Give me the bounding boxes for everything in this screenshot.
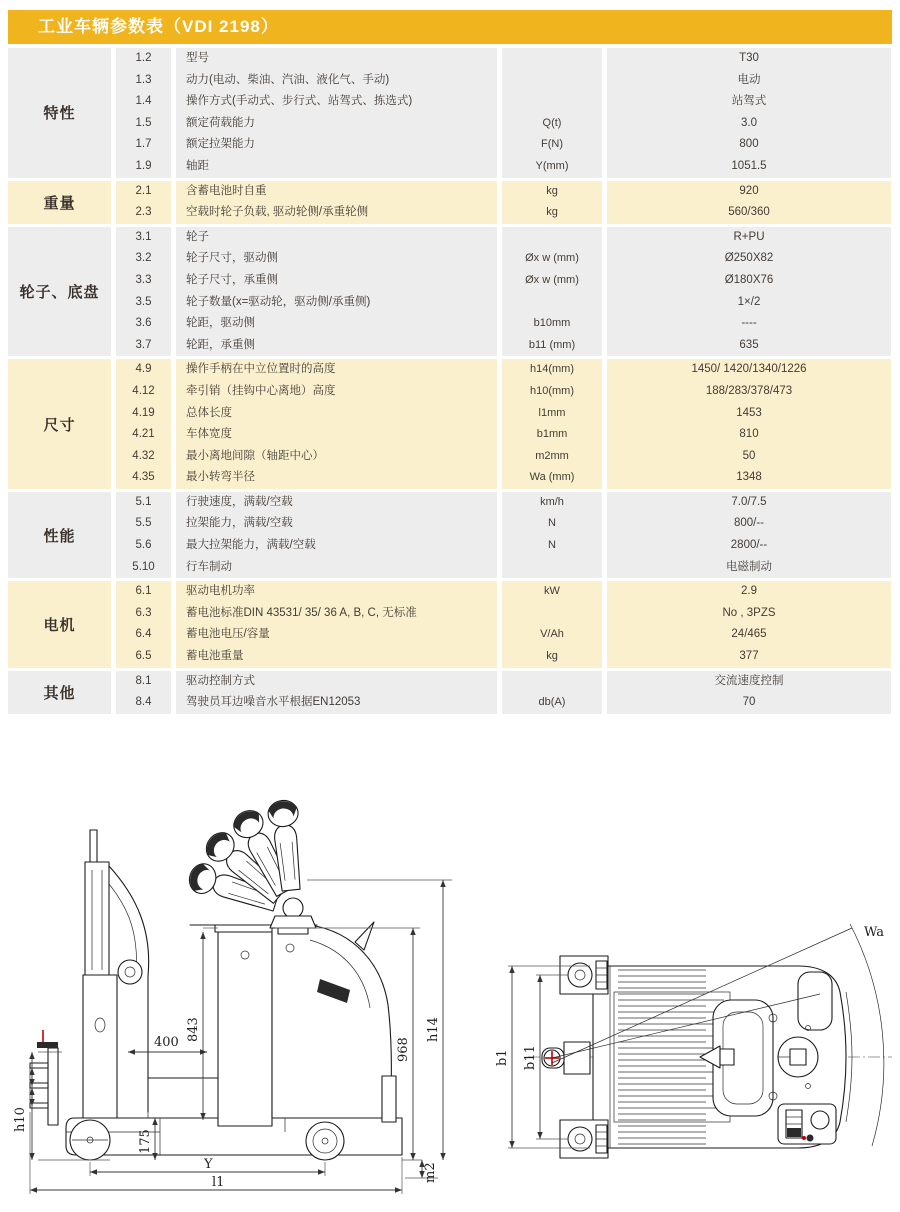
- spec-desc: 空载时轮子负载, 驱动轮侧/承重轮侧: [176, 202, 497, 224]
- dim-label-843: 843: [186, 1017, 201, 1042]
- page-title: 工业车辆参数表（VDI 2198）: [8, 10, 892, 44]
- spec-unit: kg: [502, 646, 602, 668]
- spec-section: [8, 581, 892, 667]
- spec-num: 6.4: [116, 624, 171, 646]
- dim-label-h10: h10: [13, 1107, 28, 1132]
- side-view-drawing: [10, 780, 465, 1210]
- spec-unit: Q(t): [502, 113, 602, 135]
- spec-value: R+PU: [607, 227, 891, 249]
- spec-table: [8, 48, 892, 717]
- dim-label-Y: Y: [204, 1157, 213, 1172]
- spec-value: 635: [607, 335, 891, 357]
- spec-num: 2.1: [116, 181, 171, 203]
- spec-desc: 驱动电机功率: [176, 581, 497, 603]
- spec-unit: kg: [502, 181, 602, 203]
- spec-unit: Øx w (mm): [502, 270, 602, 292]
- spec-value: 920: [607, 181, 891, 203]
- top-view-drawing: [468, 908, 900, 1160]
- dim-label-b11: b11: [523, 1045, 538, 1070]
- spec-value: 2800/--: [607, 535, 891, 557]
- spec-value: ----: [607, 313, 891, 335]
- dim-label-175: 175: [138, 1129, 153, 1154]
- spec-unit: h14(mm): [502, 359, 602, 381]
- spec-num: 4.21: [116, 424, 171, 446]
- spec-desc: 总体长度: [176, 403, 497, 425]
- spec-desc: 操作手柄在中立位置时的高度: [176, 359, 497, 381]
- spec-desc: 行驶速度，满载/空载: [176, 492, 497, 514]
- spec-value: 站驾式: [607, 91, 891, 113]
- spec-value: 电磁制动: [607, 557, 891, 579]
- spec-desc: 动力(电动、柴油、汽油、液化气、手动): [176, 70, 497, 92]
- spec-unit: Wa (mm): [502, 467, 602, 489]
- spec-desc: 轮子尺寸，驱动侧: [176, 248, 497, 270]
- spec-unit: b10mm: [502, 313, 602, 335]
- spec-value: 7.0/7.5: [607, 492, 891, 514]
- spec-value: 电动: [607, 70, 891, 92]
- spec-desc: 轮子: [176, 227, 497, 249]
- tow-coupler: [30, 1030, 58, 1125]
- spec-num: 6.5: [116, 646, 171, 668]
- spec-section: [8, 48, 892, 178]
- spec-unit: [502, 292, 602, 314]
- spec-desc: 最大拉架能力，满载/空载: [176, 535, 497, 557]
- battery-box: [215, 925, 275, 1126]
- spec-unit: [502, 48, 602, 70]
- control-panel: [778, 1104, 836, 1144]
- spec-section: [8, 227, 892, 357]
- spec-desc: 轮子尺寸，承重侧: [176, 270, 497, 292]
- spec-desc: 驱动控制方式: [176, 671, 497, 693]
- spec-desc: 最小转弯半径: [176, 467, 497, 489]
- spec-value: 560/360: [607, 202, 891, 224]
- section-category: 重量: [8, 181, 111, 224]
- spec-unit: Y(mm): [502, 156, 602, 178]
- spec-num: 8.1: [116, 671, 171, 693]
- spec-value: 50: [607, 446, 891, 468]
- spec-num: 4.32: [116, 446, 171, 468]
- spec-value: No , 3PZS: [607, 603, 891, 625]
- spec-unit: m2mm: [502, 446, 602, 468]
- spec-desc: 轮距，驱动侧: [176, 313, 497, 335]
- spec-desc: 轮子数量(x=驱动轮，驱动侧/承重侧): [176, 292, 497, 314]
- dim-label-968: 968: [396, 1037, 411, 1062]
- spec-num: 6.3: [116, 603, 171, 625]
- tiller-fan: [186, 799, 316, 934]
- spec-unit: [502, 671, 602, 693]
- spec-value: 1051.5: [607, 156, 891, 178]
- dim-label-b1: b1: [495, 1049, 510, 1066]
- spec-num: 3.7: [116, 335, 171, 357]
- spec-unit: db(A): [502, 692, 602, 714]
- rear-tower: [83, 830, 149, 1118]
- spec-desc: 额定拉架能力: [176, 134, 497, 156]
- spec-num: 4.9: [116, 359, 171, 381]
- spec-unit: [502, 91, 602, 113]
- spec-unit: Øx w (mm): [502, 248, 602, 270]
- spec-section: [8, 492, 892, 578]
- dim-label-Wa: Wa: [864, 925, 884, 940]
- spec-desc: 牵引销（挂钩中心离地）高度: [176, 381, 497, 403]
- spec-desc: 轮距，承重侧: [176, 335, 497, 357]
- spec-desc: 蓄电池电压/容量: [176, 624, 497, 646]
- section-category: 其他: [8, 671, 111, 714]
- section-category: 性能: [8, 492, 111, 578]
- spec-unit: h10(mm): [502, 381, 602, 403]
- section-category: 特性: [8, 48, 111, 178]
- spec-unit: kW: [502, 581, 602, 603]
- spec-num: 3.3: [116, 270, 171, 292]
- spec-num: 3.5: [116, 292, 171, 314]
- spec-num: 1.4: [116, 91, 171, 113]
- spec-value: 2.9: [607, 581, 891, 603]
- section-category: 电机: [8, 581, 111, 667]
- spec-value: 377: [607, 646, 891, 668]
- spec-value: T30: [607, 48, 891, 70]
- spec-num: 3.6: [116, 313, 171, 335]
- spec-num: 4.35: [116, 467, 171, 489]
- spec-num: 2.3: [116, 202, 171, 224]
- spec-desc: 驾驶员耳边噪音水平根据EN12053: [176, 692, 497, 714]
- spec-unit: N: [502, 535, 602, 557]
- section-category: 尺寸: [8, 359, 111, 489]
- spec-num: 4.19: [116, 403, 171, 425]
- spec-unit: N: [502, 513, 602, 535]
- spec-desc: 操作方式(手动式、步行式、站驾式、拣选式): [176, 91, 497, 113]
- dim-label-m2: m2: [423, 1162, 438, 1183]
- spec-desc: 车体宽度: [176, 424, 497, 446]
- spec-section: [8, 181, 892, 224]
- spec-num: 5.5: [116, 513, 171, 535]
- handle-recess: [798, 972, 832, 1030]
- spec-num: 1.5: [116, 113, 171, 135]
- spec-unit: b11 (mm): [502, 335, 602, 357]
- spec-unit: b1mm: [502, 424, 602, 446]
- dim-label-l1: l1: [212, 1175, 225, 1190]
- spec-unit: [502, 557, 602, 579]
- spec-desc: 拉架能力，满载/空载: [176, 513, 497, 535]
- spec-unit: V/Ah: [502, 624, 602, 646]
- spec-value: 70: [607, 692, 891, 714]
- spec-num: 4.12: [116, 381, 171, 403]
- spec-desc: 含蓄电池时自重: [176, 181, 497, 203]
- spec-unit: [502, 603, 602, 625]
- front-step: [382, 1076, 396, 1122]
- spec-desc: 蓄电池标准DIN 43531/ 35/ 36 A, B, C, 无标准: [176, 603, 497, 625]
- spec-value: 810: [607, 424, 891, 446]
- spec-num: 5.6: [116, 535, 171, 557]
- spec-value: Ø250X82: [607, 248, 891, 270]
- spec-num: 5.1: [116, 492, 171, 514]
- spec-section: [8, 671, 892, 714]
- spec-value: 188/283/378/473: [607, 381, 891, 403]
- spec-value: 1450/ 1420/1340/1226: [607, 359, 891, 381]
- spec-desc: 最小离地间隙（轴距中心）: [176, 446, 497, 468]
- dim-label-h14: h14: [426, 1017, 441, 1042]
- section-category: 轮子、底盘: [8, 227, 111, 357]
- spec-num: 3.2: [116, 248, 171, 270]
- spec-desc: 轴距: [176, 156, 497, 178]
- spec-unit: [502, 70, 602, 92]
- spec-value: 交流速度控制: [607, 671, 891, 693]
- spec-value: 1348: [607, 467, 891, 489]
- spec-section: [8, 359, 892, 489]
- spec-value: Ø180X76: [607, 270, 891, 292]
- spec-num: 6.1: [116, 581, 171, 603]
- spec-desc: 蓄电池重量: [176, 646, 497, 668]
- spec-desc: 额定荷载能力: [176, 113, 497, 135]
- dim-label-400: 400: [154, 1035, 179, 1050]
- spec-num: 8.4: [116, 692, 171, 714]
- spec-value: 3.0: [607, 113, 891, 135]
- spec-num: 3.1: [116, 227, 171, 249]
- spec-num: 1.3: [116, 70, 171, 92]
- spec-value: 24/465: [607, 624, 891, 646]
- spec-num: 1.7: [116, 134, 171, 156]
- spec-value: 1×/2: [607, 292, 891, 314]
- spec-unit: F(N): [502, 134, 602, 156]
- spec-value: 1453: [607, 403, 891, 425]
- spec-unit: l1mm: [502, 403, 602, 425]
- spec-unit: km/h: [502, 492, 602, 514]
- spec-unit: [502, 227, 602, 249]
- rear-hitch: [542, 1042, 590, 1074]
- spec-num: 1.9: [116, 156, 171, 178]
- spec-num: 1.2: [116, 48, 171, 70]
- spec-desc: 型号: [176, 48, 497, 70]
- hook-bracket: [355, 922, 374, 950]
- spec-value: 800/--: [607, 513, 891, 535]
- spec-desc: 行车制动: [176, 557, 497, 579]
- spec-num: 5.10: [116, 557, 171, 579]
- spec-value: 800: [607, 134, 891, 156]
- spec-unit: kg: [502, 202, 602, 224]
